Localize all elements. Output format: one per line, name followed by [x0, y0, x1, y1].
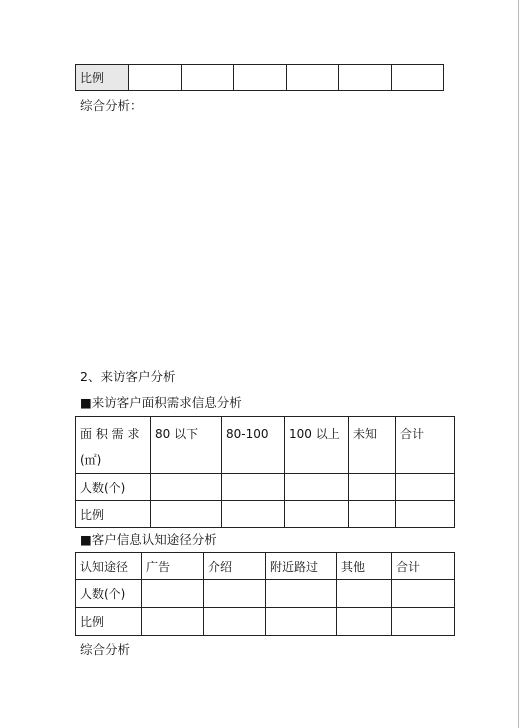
- empty-cell: [204, 608, 266, 636]
- header-cell: [76, 417, 151, 474]
- table-row: [76, 65, 444, 91]
- header-cell: [349, 417, 396, 474]
- channel-section-title: ■客户信息认知途径分析: [80, 532, 217, 547]
- row-label-cell: [76, 608, 142, 636]
- header-label: 80-100: [226, 427, 269, 441]
- empty-cell: [337, 608, 392, 636]
- row-label-cell: [76, 474, 151, 501]
- header-cell: [396, 417, 455, 474]
- empty-cell: [151, 501, 222, 528]
- header-cell: [142, 553, 204, 580]
- header-cell: [337, 553, 392, 580]
- empty-cell: [234, 65, 287, 91]
- row-label-cell: [76, 580, 142, 608]
- area-section-title: ■来访客户面积需求信息分析: [80, 395, 242, 410]
- empty-cell: [349, 474, 396, 501]
- row-label: 人数(个): [80, 587, 126, 601]
- empty-cell: [181, 65, 234, 91]
- empty-cell: [285, 474, 349, 501]
- header-cell: [151, 417, 222, 474]
- table-row: [76, 417, 455, 474]
- empty-cell: [337, 580, 392, 608]
- empty-cell: [222, 474, 285, 501]
- row-label: 人数(个): [80, 480, 126, 495]
- table-row: [76, 608, 455, 636]
- header-label: 面 积 需 求 (㎡): [80, 427, 140, 467]
- header-cell: [266, 553, 337, 580]
- empty-cell: [392, 608, 455, 636]
- header-label: 100 以上: [289, 427, 340, 441]
- row-label: 比例: [80, 71, 105, 85]
- channel-table: [75, 552, 455, 636]
- row-label: 比例: [80, 615, 105, 629]
- table-row: [76, 553, 455, 580]
- header-label: 认知途径: [80, 559, 129, 574]
- analysis-label-1: 综合分析：: [80, 98, 143, 113]
- header-cell: [76, 553, 142, 580]
- header-cell: [222, 417, 285, 474]
- area-demand-table: [75, 416, 455, 528]
- header-label: 合计: [396, 559, 421, 574]
- empty-cell: [285, 501, 349, 528]
- empty-cell: [396, 501, 455, 528]
- empty-cell: [129, 65, 182, 91]
- header-label: 附近路过: [270, 559, 319, 574]
- table-row: [76, 580, 455, 608]
- header-cell: [285, 417, 349, 474]
- section-heading: 2、来访客户分析: [80, 369, 176, 384]
- empty-cell: [339, 65, 392, 91]
- analysis-label-2: 综合分析: [80, 642, 131, 657]
- empty-cell: [222, 501, 285, 528]
- table-row: [76, 501, 455, 528]
- row-label-cell: [76, 501, 151, 528]
- header-label: 合计: [400, 427, 425, 441]
- empty-cell: [349, 501, 396, 528]
- header-label: 80 以下: [155, 427, 199, 441]
- header-label: 其他: [341, 559, 366, 574]
- header-cell: [204, 553, 266, 580]
- page-edge: [518, 0, 519, 728]
- header-label: 介绍: [208, 559, 233, 574]
- empty-cell: [286, 65, 339, 91]
- empty-cell: [204, 580, 266, 608]
- empty-cell: [396, 474, 455, 501]
- empty-cell: [392, 580, 455, 608]
- row-label-cell: [76, 65, 129, 91]
- row-label: 比例: [80, 507, 105, 522]
- empty-cell: [266, 580, 337, 608]
- header-label: 未知: [353, 427, 378, 441]
- empty-cell: [142, 580, 204, 608]
- empty-cell: [151, 474, 222, 501]
- table-row: [76, 474, 455, 501]
- empty-cell: [142, 608, 204, 636]
- top-ratio-table: [75, 64, 444, 91]
- empty-cell: [391, 65, 444, 91]
- header-cell: [392, 553, 455, 580]
- header-label: 广告: [146, 559, 171, 574]
- empty-cell: [266, 608, 337, 636]
